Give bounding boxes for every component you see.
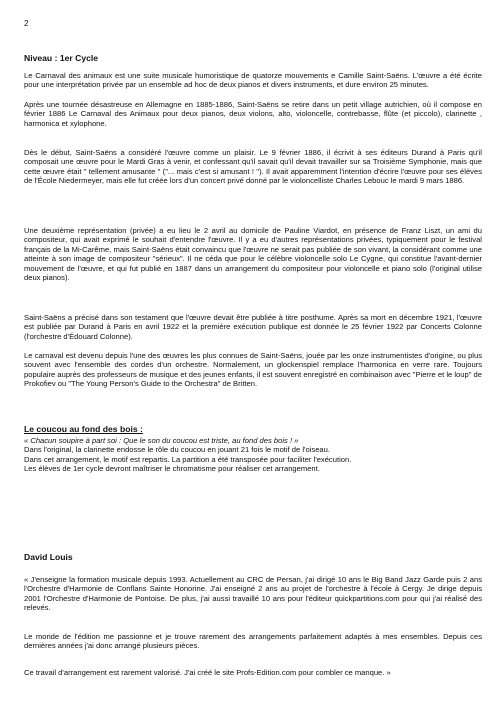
intro-p4-wrap: [24, 226, 482, 282]
intro-p1: [24, 71, 482, 90]
intro-paragraph-5: Saint-Saëns a précisé dans son testament que l'œuvre devait être publiée à titre posthume. Après sa mort en décembre 1921, l'œuvre est publiée par Durand à Paris en avril 1922 et la première exécution publique est donnée le 25 février 1922 par Concerts Colonne (l'orchestre d'Édouard Colonne).: [24, 313, 482, 341]
niveau-heading: Niveau : 1er Cycle: [24, 53, 99, 63]
intro-paragraph-1: Le Carnaval des animaux est une suite musicale humoristique de quatorze mouvements e Camille Saint-Saëns. L'œuvre a été écrite pour une interprétation privée par un ensemble ad hoc de deux pianos et divers instruments, et dure environ 25 minutes.: [24, 71, 482, 90]
coucou-line-2: Dans cet arrangement, le motif est repartis. La partition a été transposée pour faciliter l'exécution.: [24, 454, 352, 464]
intro-paragraph-3: Dès le début, Saint-Saëns a considéré l'œuvre comme un plaisir. Le 9 février 1886, il écrivit à ses éditeurs Durand à Paris qu'il composait une œuvre pour le Mardi Gras à venir, et confessant qu'il savait qu'il devait travailler sur sa Troisième Symphonie, mais que cette œuvre était " tellement amusante " ("... mais c'est si amusant ! "). Il avait apparemment l'intention d'écrire l'œuvre pour ses élèves de l'École Niedermeyer, mais elle fut créée lors d'un concert privé donné par le violoncelliste Charles Lebouc le mardi 9 mars 1886.: [24, 148, 482, 186]
intro-p6-wrap: [24, 351, 482, 389]
intro-p3-wrap: [24, 148, 482, 186]
author-name: David Louis: [24, 552, 73, 562]
intro-paragraph-4: Une deuxième représentation (privée) a eu lieu le 2 avril au domicile de Pauline Viardot, en présence de Franz Liszt, un ami du compositeur, qui avait exprimé le souhait d'entendre l'œuvre. Il y a eu d'autres représentations privées, typiquement pour le festival français de la Mi-Carême, mais Saint-Saëns était convaincu que l'œuvre ne serait pas publiée de son vivant, la considérant comme une atteinte à son image de compositeur "sérieux". Il ne céda que pour le célèbre violoncelle solo Le Cygne, qui constitue l'avant-dernier mouvement de l'œuvre, et qui fut publié en 1887 dans un arrangement du compositeur pour violoncelle et piano solo (l'original utilise deux pianos).: [24, 226, 482, 283]
author-paragraph-3: Ce travail d'arrangement est rarement valorisé. J'ai créé le site Profs-Edition.com pour combler ce manque. »: [24, 668, 391, 677]
author-paragraph-1: « J'enseigne la formation musicale depuis 1993. Actuellement au CRC de Persan, j'ai dirigé 10 ans le Big Band Jazz Garde puis 2 ans l'Orchestre d'Harmonie de Conflans Sainte Honorine. J'ai enseigné 2 ans au projet de l'orchestre à l'école à Cergy. Je dirige depuis 2001 l'Orchestre d'Harmonie de Pontoise. De plus, j'ai aussi travaillé 10 ans pour l'éditeur quickpartitions.com pour qui j'ai réalisé des relevés.: [24, 575, 482, 613]
coucou-heading: Le coucou au fond des bois :: [24, 424, 143, 434]
intro-p5-wrap: [24, 313, 482, 341]
coucou-quote: « Chacun soupire à part soi : Que le son du coucou est triste, au fond des bois ! »: [24, 436, 299, 445]
author-paragraph-2: Le monde de l'édition me passionne et je trouve rarement des arrangements parfaitement adaptés à mes ensembles. Depuis ces dernières années j'ai donc arrangé plusieurs pièces.: [24, 632, 482, 651]
coucou-section: [24, 436, 482, 474]
intro-paragraph-2: Après une tournée désastreuse en Allemagne en 1885-1886, Saint-Saëns se retire dans un petit village autrichien, où il compose en février 1886 Le Carnaval des Animaux pour deux pianos, deux violons, alto, violoncelle, contrebasse, flûte (et piccolo), clarinette , harmonica et xylophone.: [24, 100, 482, 128]
page-number: 2: [24, 19, 29, 28]
coucou-line-3: Les élèves de 1er cycle devront maîtriser le chromatisme pour réaliser cet arrangement.: [24, 464, 320, 474]
author-p3-wrap: [24, 668, 482, 677]
intro-p2-wrap: [24, 100, 482, 128]
author-p2-wrap: [24, 632, 482, 651]
coucou-line-1: Dans l'original, la clarinette endosse le rôle du coucou en jouant 21 fois le motif de l'oiseau.: [24, 445, 330, 455]
intro-paragraph-6: Le carnaval est devenu depuis l'une des œuvres les plus connues de Saint-Saëns, jouée par les onze instrumentistes d'origine, ou plus souvent avec l'ensemble des cordes d'un orchestre. Normalement, un glockenspiel remplace l'harmonica en verre rare. Toujours populaire auprès des professeurs de musique et des jeunes enfants, il est souvent enregistré en combinaison avec "Pierre et le loup" de Prokofiev ou "The Young Person's Guide to the Orchestra" de Britten.: [24, 351, 482, 389]
author-p1-wrap: [24, 575, 482, 613]
